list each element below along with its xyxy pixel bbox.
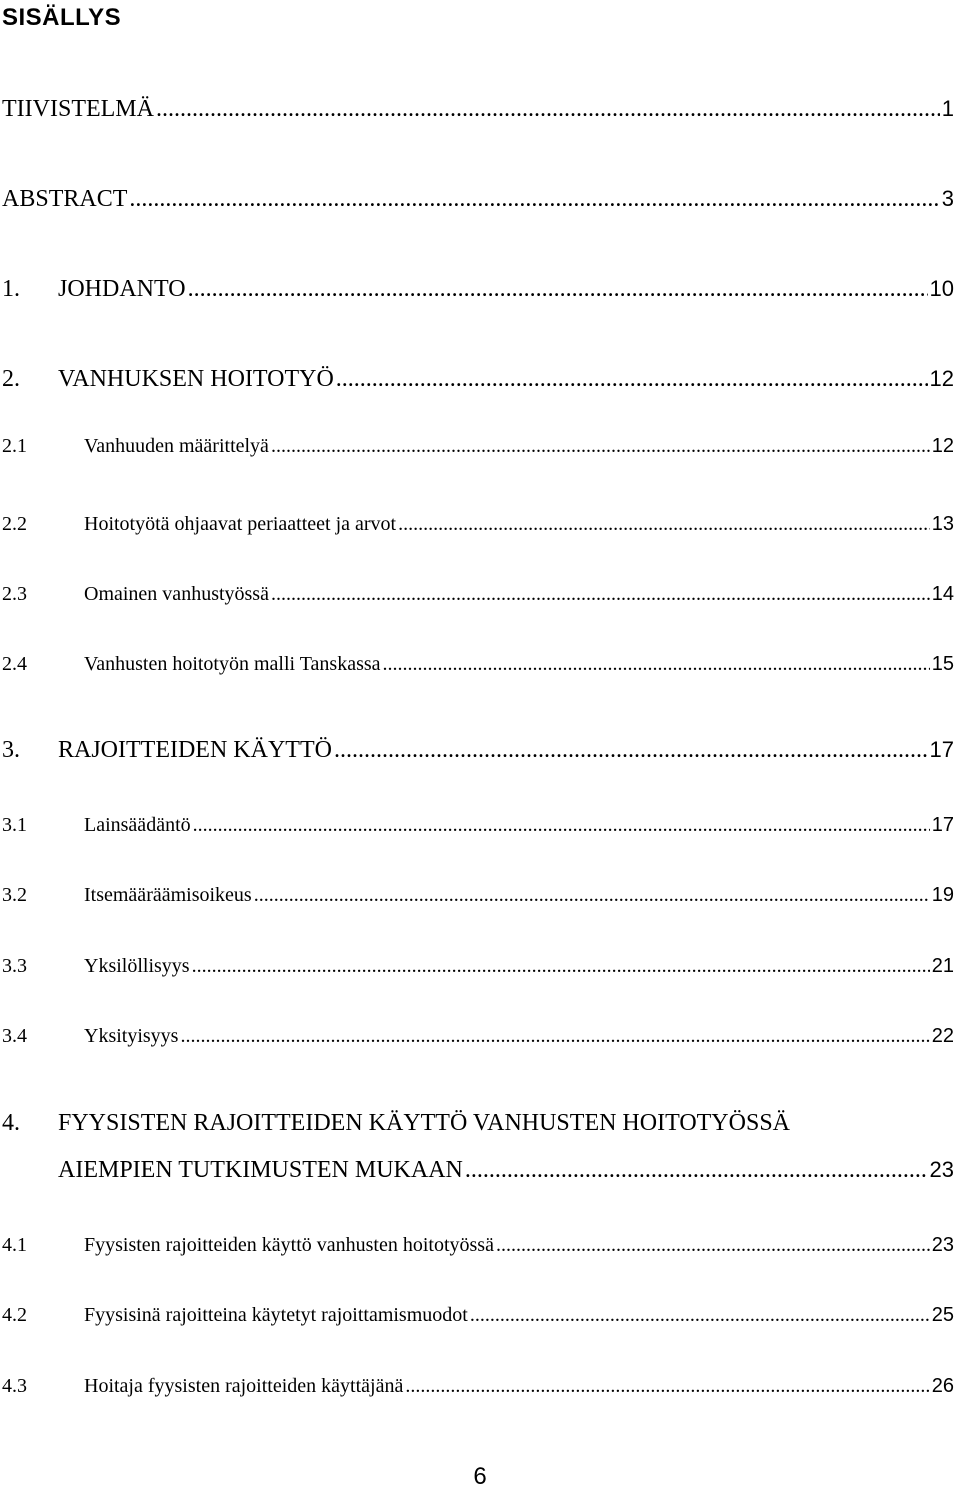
dot-leader (193, 811, 930, 839)
toc-entry-page: 22 (931, 1025, 954, 1047)
toc-entry-title: RAJOITTEIDEN KÄYTTÖ (58, 737, 332, 763)
toc-entry-number: 4.2 (2, 1304, 27, 1326)
toc-entry-page: 13 (931, 513, 954, 535)
toc-entry-number: 2. (2, 366, 20, 392)
toc-entry-3-3[interactable] (2, 952, 954, 980)
toc-entry-title: Fyysisten rajoitteiden käyttö vanhusten hoitotyössä (84, 1234, 494, 1256)
toc-entry-number: 4. (2, 1110, 20, 1136)
dot-leader (156, 93, 940, 125)
toc-entry-title: JOHDANTO (58, 276, 186, 302)
dot-leader (180, 1022, 929, 1050)
toc-entry-1[interactable] (2, 273, 954, 305)
toc-entry-page: 12 (931, 435, 954, 457)
dot-leader (271, 580, 930, 608)
dot-leader (254, 881, 930, 909)
toc-entry-page: 25 (931, 1304, 954, 1326)
toc-entry-title: ABSTRACT (2, 186, 128, 212)
toc-entry-page: 14 (931, 583, 954, 605)
toc-entry-2-2[interactable] (2, 510, 954, 538)
toc-entry-title: FYYSISTEN RAJOITTEIDEN KÄYTTÖ VANHUSTEN HOITOTYÖSSÄ (58, 1110, 790, 1136)
toc-entry-page: 26 (931, 1375, 954, 1397)
dot-leader (398, 510, 930, 538)
toc-entry-title: Yksityisyys (84, 1025, 179, 1047)
toc-entry-number: 3.4 (2, 1025, 27, 1047)
toc-entry-title: Hoitotyötä ohjaavat periaatteet ja arvot (84, 513, 397, 535)
toc-entry-2-4[interactable] (2, 650, 954, 678)
dot-leader (129, 183, 939, 215)
dot-leader (470, 1301, 930, 1329)
toc-entry-number: 1. (2, 276, 20, 302)
dot-leader (405, 1372, 929, 1400)
toc-entry-title-continued: AIEMPIEN TUTKIMUSTEN MUKAAN (58, 1157, 463, 1183)
dot-leader (192, 952, 930, 980)
toc-entry-3-1[interactable] (2, 811, 954, 839)
toc-entry-title: Hoitaja fyysisten rajoitteiden käyttäjänä (84, 1375, 404, 1397)
toc-entry-page: 10 (929, 276, 954, 301)
dot-leader (188, 273, 928, 305)
toc-entry-abstract[interactable] (2, 183, 954, 215)
toc-entry-page: 12 (929, 366, 954, 391)
toc-entry-title: Vanhusten hoitotyön malli Tanskassa (84, 653, 381, 675)
toc-entry-2-1[interactable] (2, 432, 954, 460)
toc-entry-4-1[interactable] (2, 1231, 954, 1259)
toc-entry-4-line1[interactable] (2, 1107, 790, 1139)
page-number: 6 (473, 1463, 487, 1490)
toc-entry-4-2[interactable] (2, 1301, 954, 1329)
toc-entry-page: 1 (941, 96, 954, 121)
toc-entry-title: Yksilöllisyys (84, 955, 190, 977)
toc-entry-page: 23 (929, 1157, 954, 1182)
toc-entry-page: 17 (931, 814, 954, 836)
toc-entry-number: 2.4 (2, 653, 27, 675)
dot-leader (383, 650, 930, 678)
toc-entry-4-line2[interactable] (2, 1154, 954, 1186)
toc-entry-3[interactable] (2, 734, 954, 766)
dot-leader (496, 1231, 930, 1259)
dot-leader (271, 432, 930, 460)
toc-heading: SISÄLLYS (2, 4, 122, 31)
toc-entry-2-3[interactable] (2, 580, 954, 608)
toc-entry-number: 2.2 (2, 513, 27, 535)
toc-entry-page: 17 (929, 737, 954, 762)
toc-entry-page: 3 (941, 186, 954, 211)
toc-entry-title: Omainen vanhustyössä (84, 583, 269, 605)
toc-entry-number: 4.1 (2, 1234, 27, 1256)
toc-entry-number: 3.2 (2, 884, 27, 906)
toc-entry-2[interactable] (2, 363, 954, 395)
toc-entry-title: Lainsäädäntö (84, 814, 191, 836)
toc-entry-number: 3. (2, 737, 20, 763)
dot-leader (334, 734, 928, 766)
toc-entry-number: 3.1 (2, 814, 27, 836)
toc-entry-title: VANHUKSEN HOITOTYÖ (58, 366, 334, 392)
toc-entry-4-3[interactable] (2, 1372, 954, 1400)
toc-entry-title: Vanhuuden määrittelyä (84, 435, 269, 457)
toc-entry-page: 15 (931, 653, 954, 675)
toc-entry-number: 3.3 (2, 955, 27, 977)
toc-entry-3-4[interactable] (2, 1022, 954, 1050)
toc-entry-page: 23 (931, 1234, 954, 1256)
dot-leader (336, 363, 928, 395)
toc-entry-3-2[interactable] (2, 881, 954, 909)
toc-entry-number: 2.1 (2, 435, 27, 457)
toc-entry-title: Itsemääräämisoikeus (84, 884, 252, 906)
dot-leader (465, 1154, 928, 1186)
toc-entry-title: Fyysisinä rajoitteina käytetyt rajoittamismuodot (84, 1304, 468, 1326)
toc-entry-number: 2.3 (2, 583, 27, 605)
toc-entry-page: 19 (931, 884, 954, 906)
toc-entry-page: 21 (931, 955, 954, 977)
toc-entry-number: 4.3 (2, 1375, 27, 1397)
toc-entry-title: TIIVISTELMÄ (2, 96, 154, 122)
toc-entry-tiivistelma[interactable] (2, 93, 954, 125)
